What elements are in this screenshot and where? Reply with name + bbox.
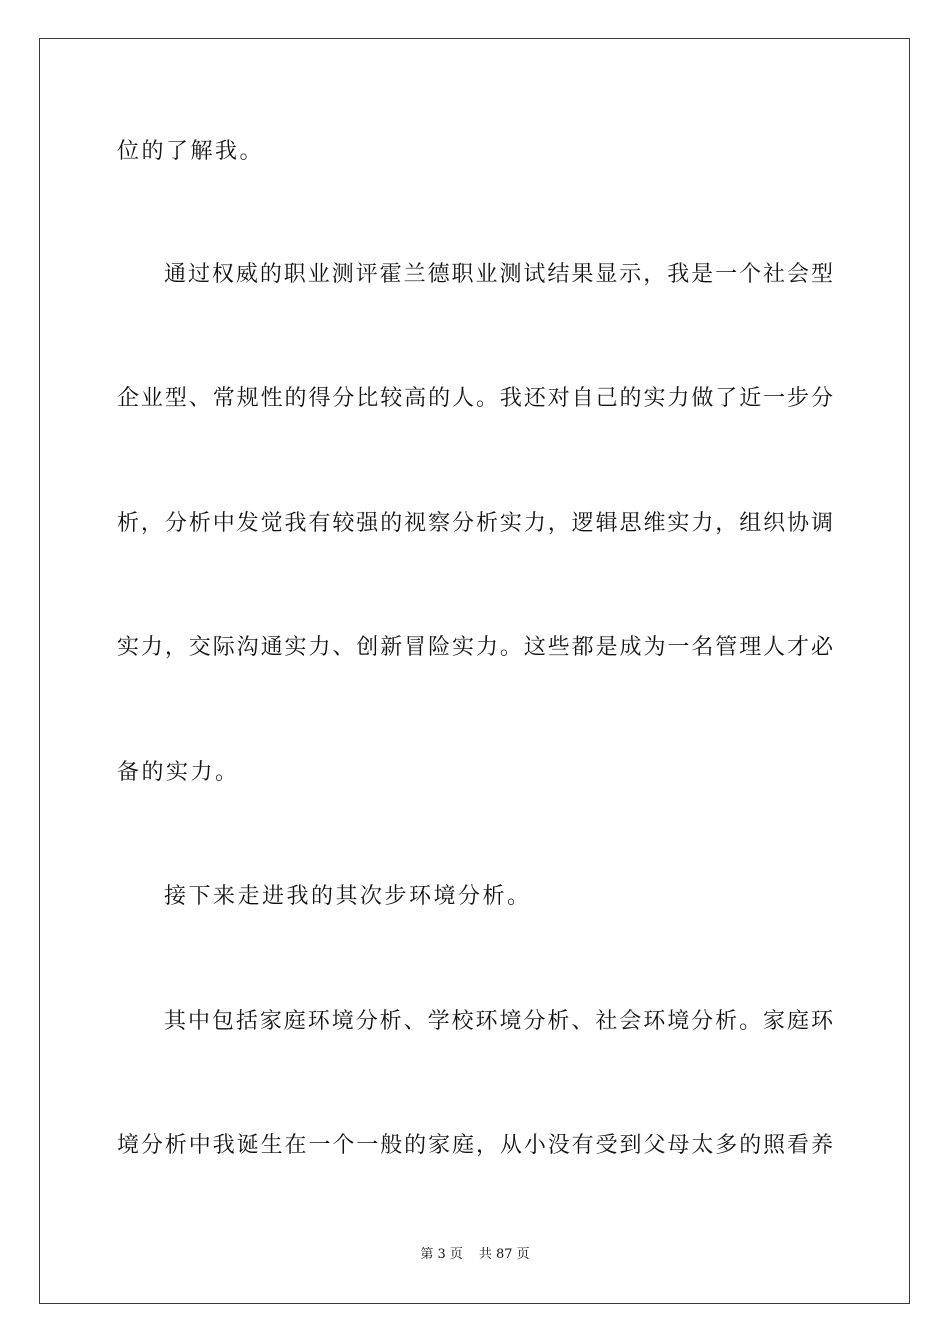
page-number: 第 3 页 — [420, 1247, 463, 1262]
paragraph-line: 接下来走进我的其次步环境分析。 — [164, 884, 532, 909]
paragraph-line: 通过权威的职业测评霍兰德职业测试结果显示，我是一个社会型 — [164, 262, 833, 287]
page-footer — [0, 1246, 950, 1264]
paragraph-line: 实力，交际沟通实力、创新冒险实力。这些都是成为一名管理人才必 — [117, 635, 833, 660]
paragraph-line: 析，分析中发觉我有较强的视察分析实力，逻辑思维实力，组织协调 — [117, 511, 833, 536]
paragraph-line: 境分析中我诞生在一个一般的家庭，从小没有受到父母太多的照看养 — [117, 1133, 833, 1158]
paragraph-line: 其中包括家庭环境分析、学校环境分析、社会环境分析。家庭环 — [164, 1009, 833, 1034]
page-total: 共 87 页 — [478, 1247, 530, 1262]
paragraph-line: 企业型、常规性的得分比较高的人。我还对自己的实力做了近一步分 — [117, 386, 833, 411]
paragraph-line: 备的实力。 — [117, 760, 240, 785]
paragraph-line: 位的了解我。 — [117, 139, 265, 164]
page-border — [39, 38, 910, 1304]
